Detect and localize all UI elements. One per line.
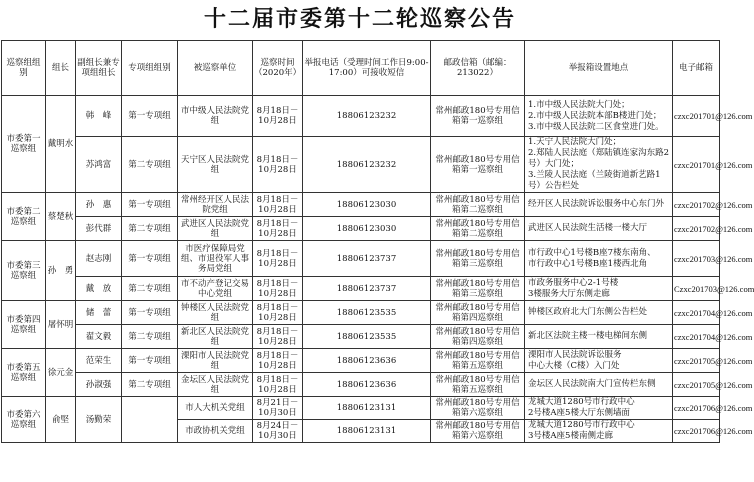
box-location-cell: 钟楼区政府北大门东侧公告栏处 [525,301,673,325]
email-cell: Czxc201703@126.com [673,277,720,301]
deputy-cell: 戴 放 [76,277,122,301]
time-cell: 8月18日－10月28日 [253,325,303,349]
deputy-cell: 赵志刚 [76,241,122,277]
table-row [2,96,720,137]
deputy-cell: 孙 惠 [76,193,122,217]
phone-cell: 18806123535 [303,301,431,325]
time-cell: 8月18日－10月28日 [253,193,303,217]
email-cell: czxc201702@126.com [673,193,720,217]
team-cell: 第一专项组 [122,96,178,137]
table-row [2,217,720,241]
unit-cell: 钟楼区人民法院党组 [178,301,253,325]
phone-cell: 18806123232 [303,96,431,137]
team-cell: 第一专项组 [122,193,178,217]
unit-cell: 天宁区人民法院党组 [178,137,253,193]
leader-cell: 屠怀明 [46,301,76,349]
header-unit: 被巡察单位 [178,41,253,96]
unit-cell: 市政协机关党组 [178,420,253,443]
team-cell: 第一专项组 [122,241,178,277]
phone-cell: 18806123030 [303,193,431,217]
box-location-cell: 1.市中级人民法院大门处； 2.市中级人民法院本部B楼进门处； 3.市中级人民法院二区食堂进门处。 [525,96,673,137]
unit-cell: 溧阳市人民法院党组 [178,349,253,373]
team-cell: 第一专项组 [122,301,178,325]
email-cell: czxc201704@126.com [673,325,720,349]
box-location-cell: 龙城大道1280号市行政中心 2号楼A座5楼大厅东侧墙面 [525,397,673,420]
header-phone: 举报电话（受理时间工作日9:00-17:00）可接收短信 [303,41,431,96]
group-name-cell: 市委第六巡察组 [2,397,46,443]
time-cell: 8月18日－10月28日 [253,217,303,241]
mailbox-cell: 常州邮政180号专用信箱第四巡察组 [431,301,525,325]
team-cell: 第一专项组 [122,349,178,373]
table-row [2,349,720,373]
table-row [2,277,720,301]
box-location-cell: 市行政中心1号楼B座7楼东南角、 市行政中心1号楼B座1楼西北角 [525,241,673,277]
header-team: 专项组组别 [122,41,178,96]
phone-cell: 18806123030 [303,217,431,241]
table-body [2,96,754,443]
deputy-cell: 苏鸿富 [76,137,122,193]
deputy-cell: 汤勤荣 [76,397,122,443]
mailbox-cell: 常州邮政180号专用信箱第六巡察组 [431,420,525,443]
time-cell: 8月18日－10月28日 [253,277,303,301]
email-cell: czxc201706@126.com [673,397,720,420]
mailbox-cell: 常州邮政180号专用信箱第四巡察组 [431,325,525,349]
group-name-cell: 市委第四巡察组 [2,301,46,349]
email-cell: czxc201706@126.com [673,420,720,443]
email-cell: czxc201701@126.com [673,96,720,137]
box-location-cell: 金坛区人民法院南大门宣传栏东侧 [525,373,673,397]
box-location-cell: 1.天宁人民法院大门处； 2.郑陆人民法庭（郑陆镇连家沟东路2号）大门处； 3.兰陵人民法庭（兰陵街道新艺路1号）公告栏处 [525,137,673,193]
deputy-cell: 孙淑强 [76,373,122,397]
page-title: 十二届市委第十二轮巡察公告 [203,6,516,32]
leader-cell: 戴明水 [46,96,76,193]
time-cell: 8月18日－10月28日 [253,241,303,277]
group-name-cell: 市委第二巡察组 [2,193,46,241]
box-location-cell: 经开区人民法院诉讼服务中心东门外 [525,193,673,217]
phone-cell: 18806123131 [303,420,431,443]
mailbox-cell: 常州邮政180号专用信箱第六巡察组 [431,397,525,420]
time-cell: 8月24日－10月30日 [253,420,303,443]
table-row [2,373,720,397]
time-cell: 8月18日－10月28日 [253,373,303,397]
group-name-cell: 市委第一巡察组 [2,96,46,193]
mailbox-cell: 常州邮政180号专用信箱第五巡察组 [431,349,525,373]
team-cell: 第二专项组 [122,137,178,193]
unit-cell: 新北区人民法院党组 [178,325,253,349]
phone-cell: 18806123232 [303,137,431,193]
header-group: 巡察组组别 [2,41,46,96]
header-email: 电子邮箱 [673,41,720,96]
header-leader: 组长 [46,41,76,96]
deputy-cell: 翟文毅 [76,325,122,349]
mailbox-cell: 常州邮政180号专用信箱第五巡察组 [431,373,525,397]
deputy-cell: 韩 峰 [76,96,122,137]
time-cell: 8月18日－10月28日 [253,96,303,137]
inspection-table [1,40,754,443]
table-row [2,241,720,277]
leader-cell: 俞堅 [46,397,76,443]
group-name-cell: 市委第五巡察组 [2,349,46,397]
header-deputy: 副组长兼专项组组长 [76,41,122,96]
phone-cell: 18806123737 [303,277,431,301]
team-cell [122,397,178,443]
unit-cell: 市中级人民法院党组 [178,96,253,137]
unit-cell: 市人大机关党组 [178,397,253,420]
unit-cell: 武进区人民法院党组 [178,217,253,241]
phone-cell: 18806123636 [303,349,431,373]
table-row [2,301,720,325]
team-cell: 第二专项组 [122,217,178,241]
email-cell: czxc201701@126.com [673,137,720,193]
unit-cell: 金坛区人民法院党组 [178,373,253,397]
table-row [2,325,720,349]
leader-cell: 徐元金 [46,349,76,397]
time-cell: 8月21日－10月30日 [253,397,303,420]
unit-cell: 市不动产登记交易中心党组 [178,277,253,301]
deputy-cell: 储 蕾 [76,301,122,325]
header-time: 巡察时间（2020年） [253,41,303,96]
email-cell: czxc201704@126.com [673,301,720,325]
team-cell: 第二专项组 [122,325,178,349]
header-box-location: 举报箱设置地点 [525,41,673,96]
time-cell: 8月18日－10月28日 [253,349,303,373]
box-location-cell: 溧阳市人民法院诉讼服务 中心大楼（C楼）入门处 [525,349,673,373]
box-location-cell: 新北区法院主楼一楼电梯间东侧 [525,325,673,349]
time-cell: 8月18日－10月28日 [253,137,303,193]
email-cell: czxc201705@126.com [673,373,720,397]
header-row [2,41,720,96]
unit-cell: 常州经开区人民法院党组 [178,193,253,217]
box-location-cell: 武进区人民法院生活楼一楼大厅 [525,217,673,241]
table-row [2,193,720,217]
box-location-cell: 市政务服务中心2-1号楼 3楼服务大厅东侧走廊 [525,277,673,301]
phone-cell: 18806123737 [303,241,431,277]
mailbox-cell: 常州邮政180号专用信箱第一巡察组 [431,96,525,137]
leader-cell: 孙 勇 [46,241,76,301]
email-cell: czxc201703@126.com [673,241,720,277]
phone-cell: 18806123131 [303,397,431,420]
mailbox-cell: 常州邮政180号专用信箱第三巡察组 [431,241,525,277]
mailbox-cell: 常州邮政180号专用信箱第三巡察组 [431,277,525,301]
unit-cell: 市医疗保障局党组、市退役军人事务局党组 [178,241,253,277]
phone-cell: 18806123636 [303,373,431,397]
team-cell: 第二专项组 [122,277,178,301]
email-cell: czxc201702@126.com [673,217,720,241]
group-name-cell: 市委第三巡察组 [2,241,46,301]
table-row [2,137,720,193]
mailbox-cell: 常州邮政180号专用信箱第一巡察组 [431,137,525,193]
header-mailbox: 邮政信箱（邮编：213022） [431,41,525,96]
mailbox-cell: 常州邮政180号专用信箱第二巡察组 [431,193,525,217]
time-cell: 8月18日－10月28日 [253,301,303,325]
email-cell: czxc201705@126.com [673,349,720,373]
team-cell: 第二专项组 [122,373,178,397]
mailbox-cell: 常州邮政180号专用信箱第二巡察组 [431,217,525,241]
deputy-cell: 范荣生 [76,349,122,373]
box-location-cell: 龙城大道1280号市行政中心 3号楼A座5楼南侧走廊 [525,420,673,443]
leader-cell: 蔡楚秋 [46,193,76,241]
phone-cell: 18806123535 [303,325,431,349]
table-row [2,397,720,420]
deputy-cell: 彭代群 [76,217,122,241]
